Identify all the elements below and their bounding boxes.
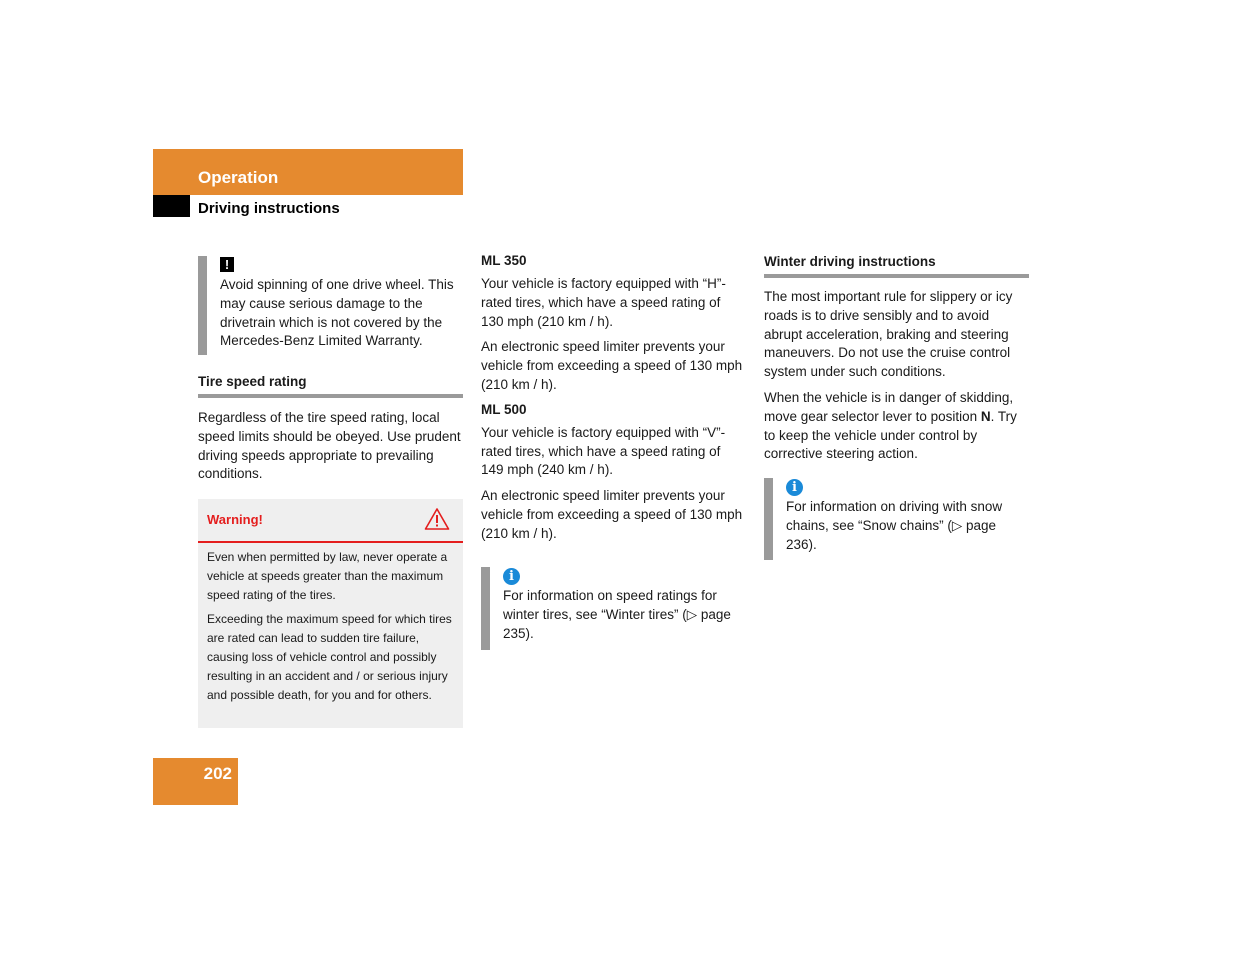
ml500-text-1: Your vehicle is factory equipped with “V”-rated tires, which have a speed rating of 149 mph (240 km / h). [481,424,726,478]
tire-speed-rating-text: Regardless of the tire speed rating, local speed limits should be obeyed. Use prudent driving speeds appropriate to prevailing conditions. [198,410,461,482]
caution-note [198,256,460,355]
snow-chains-info-text: For information on driving with snow chains, see “Snow chains” (▷ page 236). [786,499,1003,552]
winter-driving-text-2: When the vehicle is in danger of skidding, move gear selector lever to position N. Try to keep the vehicle under control by corrective steering action. [764,389,1017,462]
warning-box [198,499,463,728]
warning-text-2: Exceeding the maximum speed for which tires are rated can lead to sudden tire failure, causing loss of vehicle control and possibly resulting in an accident and / or serious injury and possible death, for you and for others. [207,612,452,702]
snow-chains-info-note [764,478,1029,560]
page-number-box [153,758,238,805]
winter-driving-text-1: The most important rule for slippery or icy roads is to drive sensibly and to avoid abrupt acceleration, braking and steering maneuvers. Do not use the cruise control system under such conditions. [764,289,1013,380]
winter-driving-heading: Winter driving instructions [764,254,1029,278]
ml350-label: ML 350 [481,253,527,268]
tire-speed-rating-heading: Tire speed rating [198,374,463,398]
page-number: 202 [203,764,232,783]
subsection-title: Driving instructions [198,200,340,217]
caution-note-text: Avoid spinning of one drive wheel. This may cause serious damage to the drivetrain which is not covered by the Mercedes-Benz Limited Warranty. [220,277,454,349]
subsection-marker [153,195,190,217]
warning-title: Warning! [207,512,263,527]
warning-header [198,499,463,543]
ml500-label: ML 500 [481,401,527,417]
section-title: Operation [198,168,279,187]
info-icon: i [503,568,520,585]
exclamation-icon: ! [220,257,234,272]
column-3 [764,288,1030,464]
warning-text-1: Even when permitted by law, never operate a vehicle at speeds greater than the maximum speed rating of the tires. [207,550,448,602]
ml500-text-2: An electronic speed limiter prevents your vehicle from exceeding a speed of 130 mph (210 km / h). [481,488,743,541]
ml350-text-2: An electronic speed limiter prevents your vehicle from exceeding a speed of 130 mph (210 km / h). [481,339,743,392]
column-2 [481,253,746,544]
ml350-text-1: Your vehicle is factory equipped with “H”-rated tires, which have a speed rating of 130 mph (210 km / h). [481,276,726,329]
info-icon: i [786,479,803,496]
speed-ratings-info-note [481,567,743,650]
gear-position-n: N [980,408,991,424]
speed-ratings-info-text: For information on speed ratings for winter tires, see “Winter tires” (▷ page 235). [503,588,731,641]
warning-triangle-icon [424,507,450,531]
